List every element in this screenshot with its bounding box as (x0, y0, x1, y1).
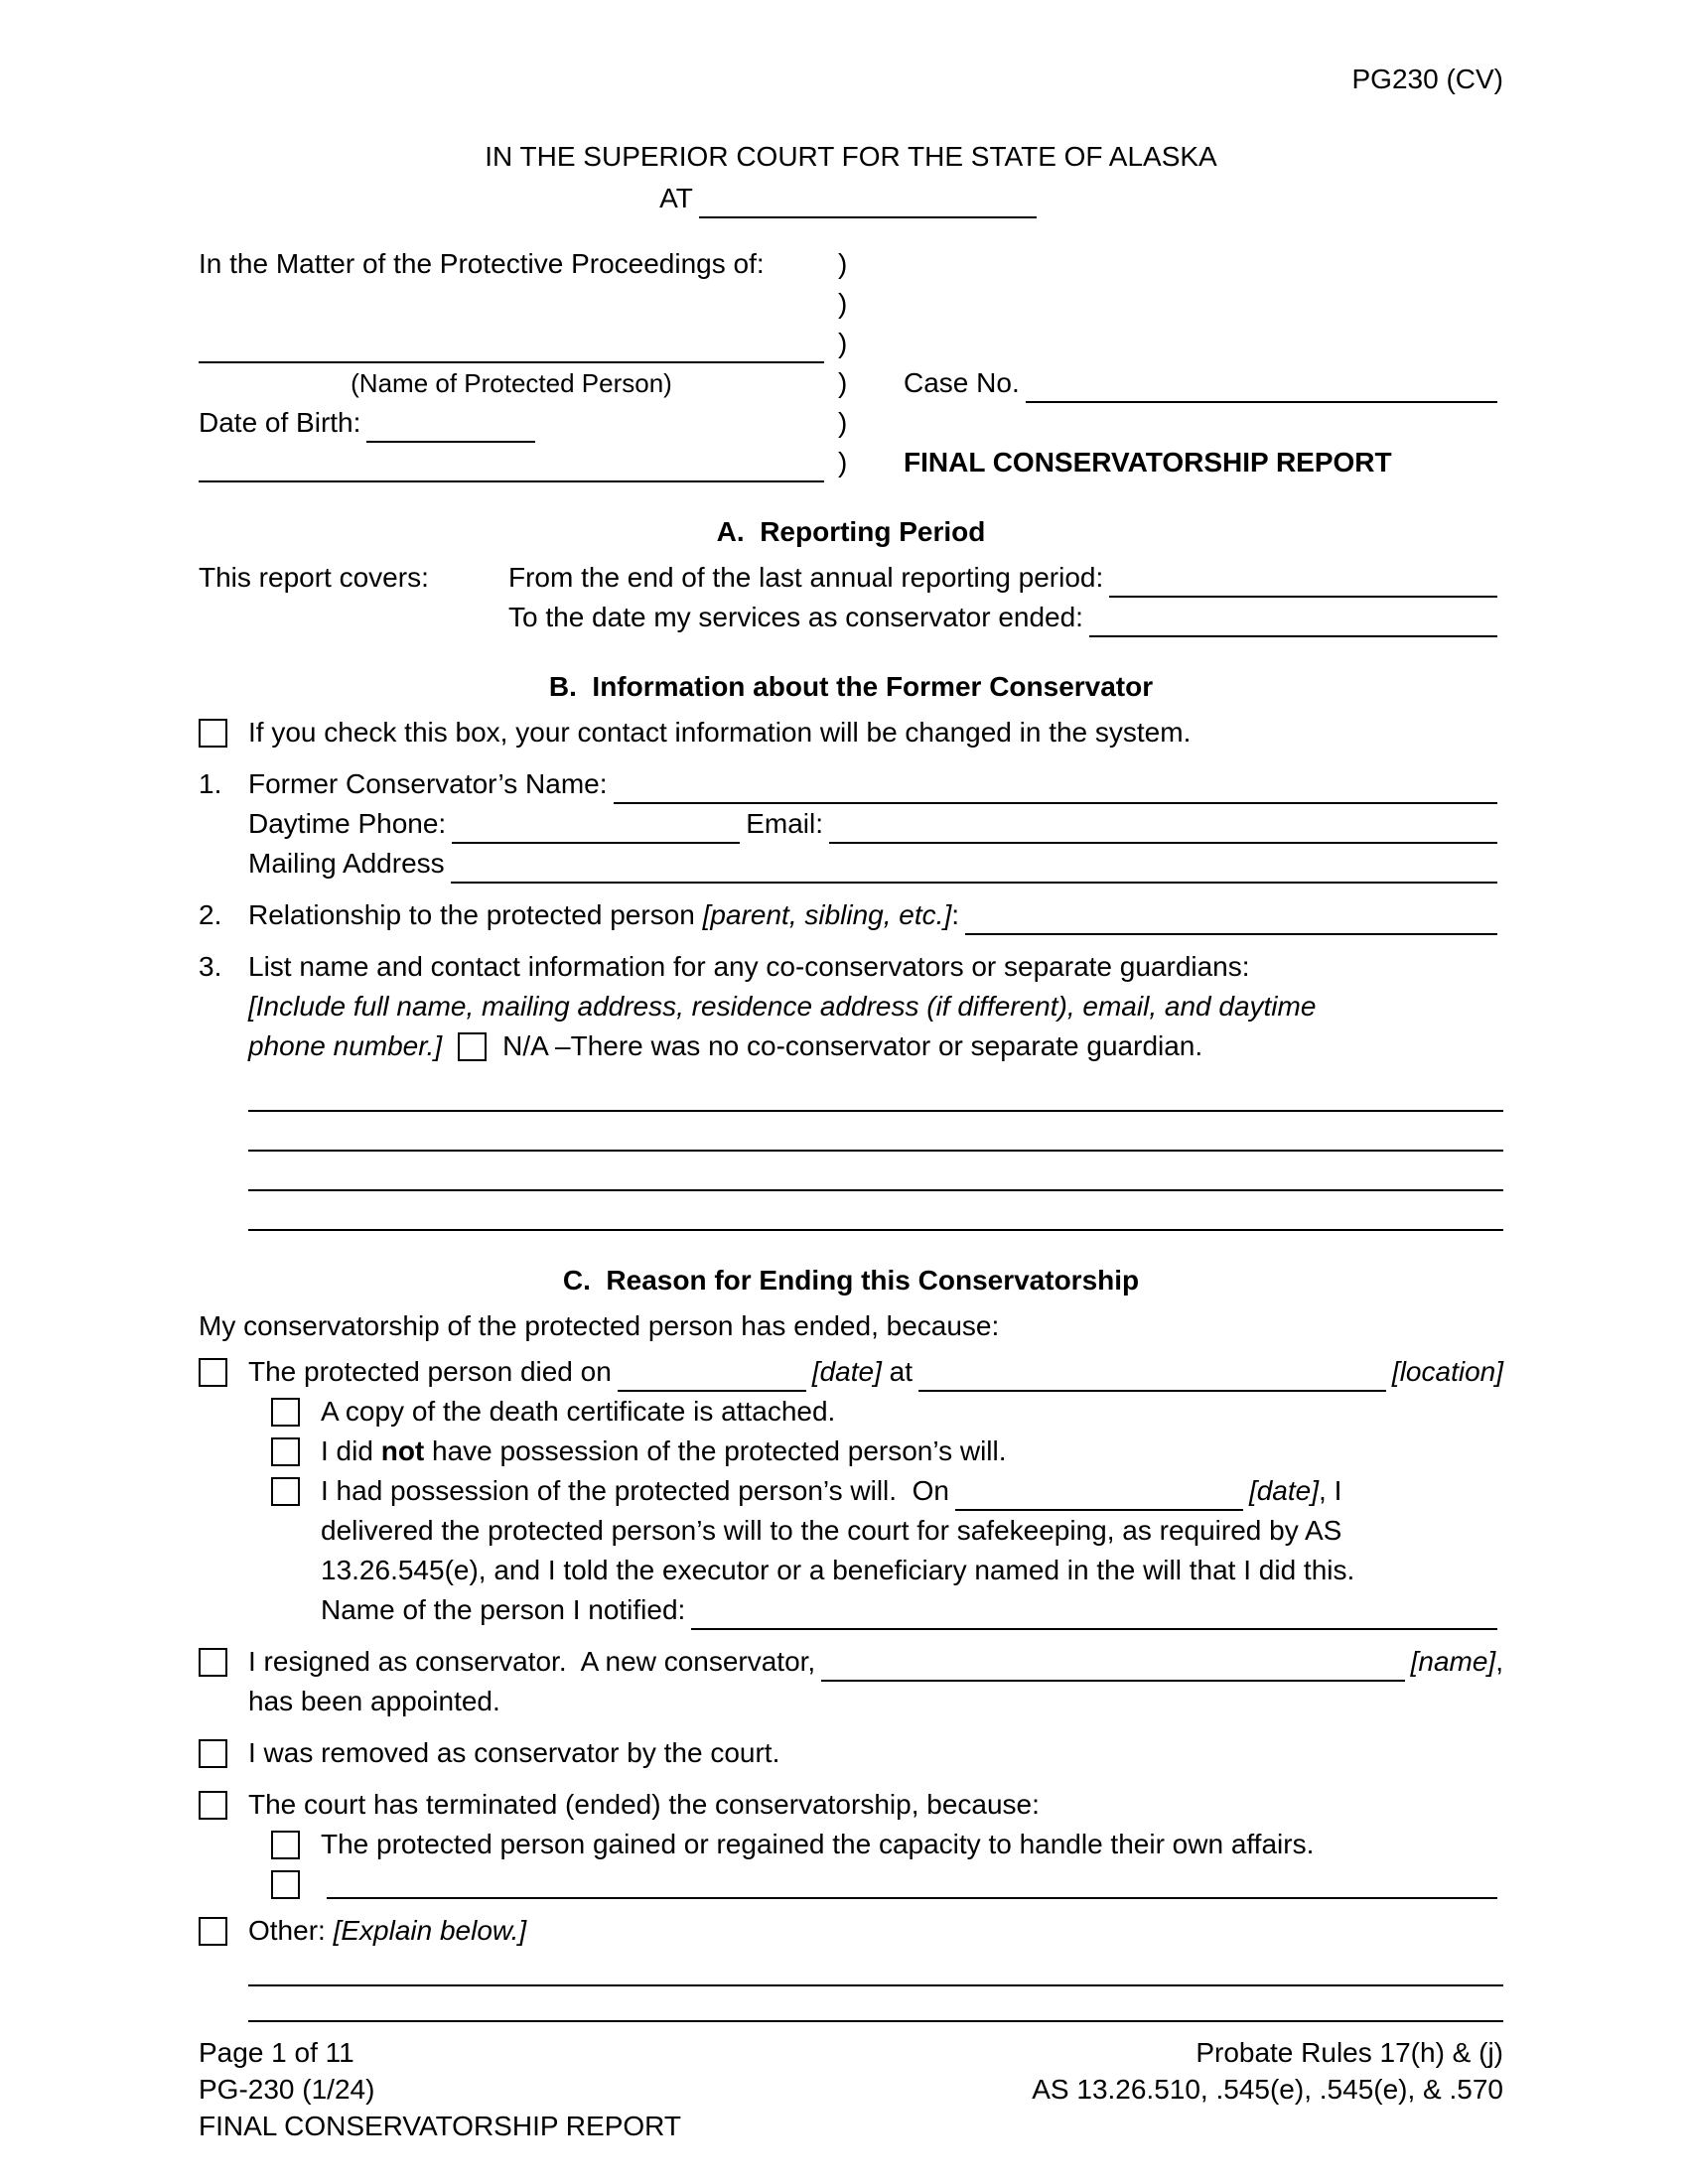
contact-change-line (199, 713, 1503, 752)
removed-checkbox[interactable] (199, 1739, 227, 1768)
footer-page-number: Page 1 of 11 (199, 2037, 354, 2068)
reporting-to-line (199, 598, 1503, 637)
protected-person-name-blank[interactable] (199, 324, 824, 363)
relationship-blank[interactable] (965, 895, 1497, 935)
former-conservator-name-label: Former Conservator’s Name: (248, 768, 608, 799)
terminated-other-blank[interactable] (327, 1864, 1497, 1899)
caption-paren: ) (838, 288, 848, 319)
resigned-name-hint (1411, 1642, 1503, 1682)
matter-line (199, 244, 824, 284)
relationship-hint: [parent, sibling, etc.] (702, 899, 952, 930)
notified-person-line (321, 1590, 1503, 1630)
footer-form-number: PG-230 (1/24) (199, 2074, 375, 2105)
capacity-regained-checkbox[interactable] (271, 1831, 300, 1859)
to-label: To the date my services as conservator ended: (508, 602, 1083, 632)
notified-person-blank[interactable] (691, 1590, 1497, 1630)
capacity-label: The protected person gained or regained the capacity to handle their own affairs. (321, 1829, 1315, 1859)
relationship-text: Relationship to the protected person (248, 899, 695, 930)
died-date-at (812, 1352, 913, 1392)
caption-right-spacer (904, 403, 1503, 443)
reason-intro: My conservatorship of the protected person has ended, because: (199, 1310, 1000, 1341)
resigned-checkbox[interactable] (199, 1648, 227, 1677)
contact-change-label: If you check this box, your contact information will be changed in the system. (248, 717, 1192, 748)
had-will-line (271, 1471, 1503, 1511)
date-hint: [date] (1248, 1475, 1320, 1506)
caption-paren: ) (838, 407, 848, 438)
capacity-line (271, 1825, 1503, 1864)
dob-label: Date of Birth: (199, 407, 361, 438)
section-c-heading: C. Reason for Ending this Conservatorship (562, 1265, 1140, 1296)
terminated-checkbox[interactable] (199, 1791, 227, 1820)
from-date-blank[interactable] (1109, 558, 1497, 598)
case-number-row (904, 363, 1503, 403)
na-co-conservator-label: N/A –There was no co-conservator or separate guardian. (502, 1030, 1203, 1061)
death-location-blank[interactable] (918, 1352, 1386, 1392)
mailing-address-label: Mailing Address (248, 848, 445, 879)
other-write-line[interactable] (248, 1951, 1503, 1986)
court-title: IN THE SUPERIOR COURT FOR THE STATE OF ALASKA (485, 141, 1217, 172)
footer-statutes: AS 13.26.510, .545(e), .545(e), & .570 (1032, 2074, 1503, 2105)
item3-number: 3. (199, 951, 222, 982)
date-hint: [date] (811, 1356, 882, 1387)
co-conservators-write-line[interactable] (248, 1112, 1503, 1152)
new-conservator-name-blank[interactable] (821, 1642, 1404, 1682)
protected-person-name-row (199, 324, 824, 363)
had-will-line3: 13.26.545(e), and I told the executor or a beneficiary named in the will that I did this. (321, 1555, 1355, 1585)
footer-form-name: FINAL CONSERVATORSHIP REPORT (199, 2111, 681, 2141)
name-caption (199, 363, 824, 403)
no-will-label (321, 1432, 1007, 1471)
case-caption (199, 244, 1503, 482)
report-covers-label: This report covers: (199, 562, 429, 593)
other-text: Other: (248, 1915, 326, 1946)
no-will-not: not (380, 1435, 425, 1466)
co-conservators-hint1: [Include full name, mailing address, residence address (if different), email, and daytime (248, 991, 1317, 1022)
name-caption-label: (Name of Protected Person) (351, 368, 672, 398)
no-will-checkbox[interactable] (271, 1437, 300, 1466)
phone-email-line (199, 804, 1503, 844)
page-footer (199, 2034, 1503, 2144)
form-code: PG230 (CV) (1351, 64, 1503, 94)
other-label (248, 1911, 526, 1951)
former-conservator-name-blank[interactable] (614, 764, 1497, 804)
terminated-other-line (271, 1864, 1503, 1899)
death-certificate-checkbox[interactable] (271, 1398, 300, 1427)
caption-bottom-row (199, 443, 824, 482)
had-will-checkbox[interactable] (271, 1477, 300, 1506)
other-line (199, 1911, 1503, 1951)
mailing-address-line (199, 844, 1503, 884)
caption-right-spacer (904, 324, 1503, 363)
case-number-blank[interactable] (1026, 363, 1497, 403)
death-certificate-label: A copy of the death certificate is attached. (321, 1396, 836, 1427)
item2-number: 2. (199, 899, 222, 930)
contact-info-change-checkbox[interactable] (199, 719, 227, 748)
relationship-label (248, 895, 959, 935)
died-line (199, 1352, 1503, 1392)
notified-person-label: Name of the person I notified: (321, 1594, 686, 1625)
co-conservators-write-line[interactable] (248, 1152, 1503, 1191)
na-co-conservator-checkbox[interactable] (458, 1032, 487, 1061)
form-title: FINAL CONSERVATORSHIP REPORT (904, 447, 1392, 478)
removed-line (199, 1733, 1503, 1773)
had-will-continuation (321, 1551, 1503, 1590)
will-delivery-date-blank[interactable] (955, 1471, 1243, 1511)
other-hint: [Explain below.] (333, 1915, 527, 1946)
matter-label: In the Matter of the Protective Proceedings of: (199, 248, 765, 279)
terminated-other-checkbox[interactable] (271, 1870, 300, 1899)
other-write-line[interactable] (248, 1986, 1503, 2022)
co-conservators-hint-line2 (199, 1026, 1503, 1066)
footer-right (1032, 2034, 1503, 2144)
co-conservators-write-line[interactable] (248, 1072, 1503, 1112)
had-will-date (1249, 1471, 1341, 1511)
reason-intro-line (199, 1306, 1503, 1346)
no-will-line (271, 1432, 1503, 1471)
dob-row (199, 403, 824, 443)
daytime-phone-label: Daytime Phone: (248, 808, 447, 839)
had-will-continuation (321, 1511, 1503, 1551)
caption-paren: ) (838, 367, 848, 398)
at-line (199, 179, 1503, 218)
caption-paren: ) (838, 447, 848, 478)
resigned-comma: , (1495, 1646, 1503, 1677)
court-location-blank[interactable] (699, 179, 1037, 218)
death-certificate-line (271, 1392, 1503, 1432)
footer-probate-rules: Probate Rules 17(h) & (j) (1196, 2037, 1503, 2068)
co-conservators-label: List name and contact information for any co-conservators or separate guardians: (248, 951, 1250, 982)
caption-right-column (874, 244, 1503, 482)
caption-spacer-row (199, 284, 824, 324)
relationship-colon: : (951, 899, 959, 930)
co-conservators-hint2: phone number.] (248, 1030, 443, 1061)
co-conservators-write-line[interactable] (248, 1191, 1503, 1231)
caption-paren-column (824, 244, 874, 482)
death-date-blank[interactable] (618, 1352, 806, 1392)
caption-paren: ) (838, 328, 848, 358)
footer-left (199, 2034, 681, 2144)
resigned-continuation (248, 1682, 1503, 1721)
email-blank[interactable] (829, 804, 1497, 844)
no-will-post: have possession of the protected person’s will. (432, 1435, 1007, 1466)
no-will-pre: I did (321, 1435, 373, 1466)
co-conservators-line (199, 947, 1503, 987)
from-label: From the end of the last annual reporting period: (508, 562, 1104, 593)
email-label: Email: (746, 808, 824, 839)
caption-bottom-blank[interactable] (199, 443, 824, 482)
terminated-line (199, 1785, 1503, 1825)
died-checkbox[interactable] (199, 1358, 227, 1387)
caption-right-spacer (904, 284, 1503, 324)
daytime-phone-blank[interactable] (452, 804, 740, 844)
item1-number: 1. (199, 768, 222, 799)
dob-blank[interactable] (366, 403, 535, 443)
caption-left-column (199, 244, 824, 482)
at-label: AT (659, 183, 693, 213)
relationship-line (199, 895, 1503, 935)
caption-right-spacer (904, 244, 1503, 284)
resigned-label: I resigned as conservator. A new conservator, (248, 1646, 816, 1677)
co-conservators-hint-line1 (199, 987, 1503, 1026)
removed-label: I was removed as conservator by the court. (248, 1737, 780, 1768)
had-will-label: I had possession of the protected person’s will. On (321, 1475, 949, 1506)
section-a-heading: A. Reporting Period (716, 516, 986, 547)
other-checkbox[interactable] (199, 1917, 227, 1946)
reporting-from-line (199, 558, 1503, 598)
case-number-label: Case No. (904, 367, 1020, 398)
to-date-blank[interactable] (1089, 598, 1497, 637)
section-b-heading: B. Information about the Former Conservator (548, 671, 1154, 702)
caption-paren: ) (838, 248, 848, 279)
location-hint: [location] (1391, 1356, 1503, 1387)
at-word: at (889, 1356, 914, 1387)
terminated-label: The court has terminated (ended) the conservatorship, because: (248, 1789, 1040, 1820)
had-will-line2: delivered the protected person’s will to the court for safekeeping, as required by AS (321, 1515, 1342, 1546)
resigned-line2: has been appointed. (248, 1686, 500, 1716)
resigned-line (199, 1642, 1503, 1682)
former-conservator-name-line (199, 764, 1503, 804)
name-hint: [name] (1410, 1646, 1496, 1677)
mailing-address-blank[interactable] (451, 844, 1497, 884)
had-will-post: , I (1319, 1475, 1342, 1506)
died-label: The protected person died on (248, 1356, 612, 1387)
